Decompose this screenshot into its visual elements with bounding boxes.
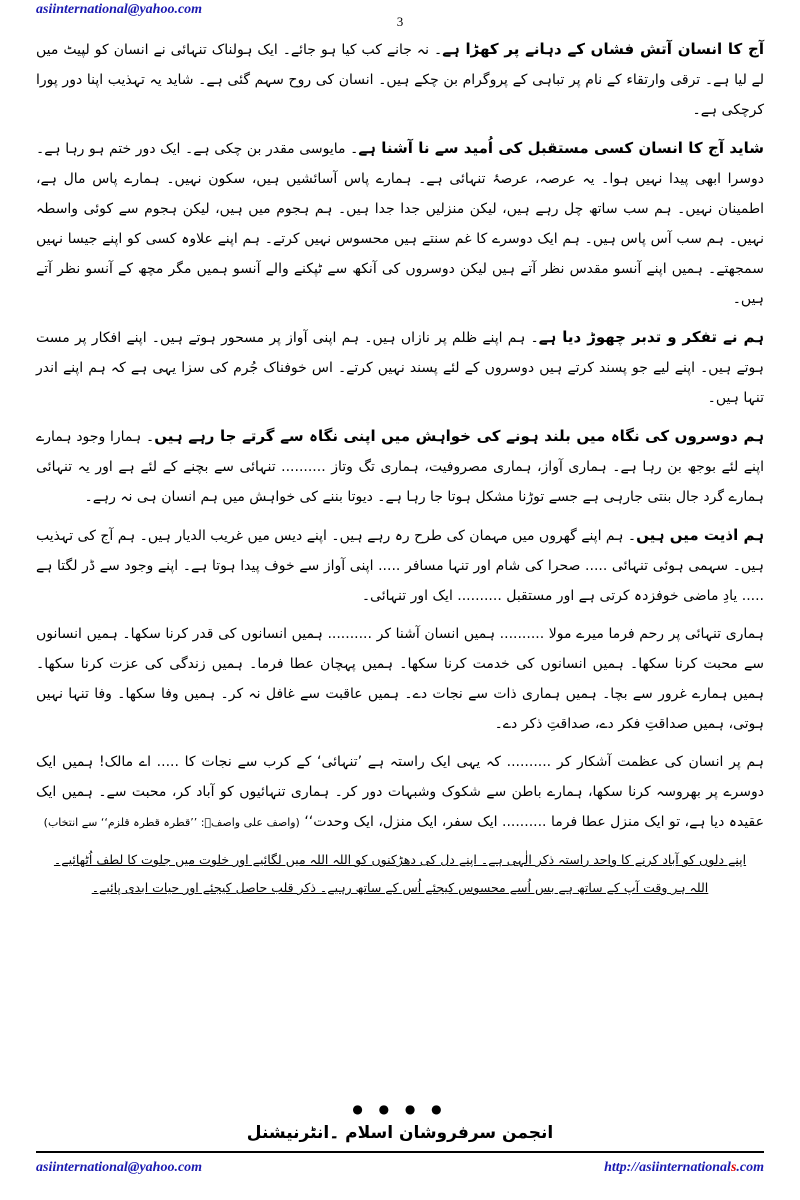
paragraph-6: ہماری تنہائی پر رحم فرما میرے مولا .......... ہمیں انسان آشنا کر .......... ہمیں انسانوں کی قدر کرنا سکھا۔ ہمیں انسانوں سے محبت کرنا سکھا۔ ہمیں انسانوں کی خدمت کرنا سکھا۔ ہمیں پہچان عطا فرما۔ ہمیں زندگی کی عزت کرنا سکھا۔ ہمیں ہمارے غرور سے بچا۔ ہمیں ہماری ذات سے نجات دے۔ ہمیں عاقبت سے غافل نہ کر۔ ہمیں وفا سکھا۔ وفا تنہا نہیں ہوتی، ہمیں صداقتِ فکر دے، صداقتِ ذکر دے۔ xyxy=(36,626,764,732)
footer-url-suffix: .com xyxy=(736,1160,764,1175)
paragraph-1-text: ۔ نہ جانے کب کیا ہو جائے۔ ایک ہولناک تنہائی نے انسان کو لپیٹ میں لے لیا ہے۔ ترقی وارتقاء کے نام پر تباہی کے پروگرام بن چکے ہیں۔ انسان کی روح سہم گئی ہے۔ شاید یہ تہذیب اپنا دور پورا کرچکی ہے۔ xyxy=(36,42,764,118)
paragraph-4 xyxy=(36,421,764,512)
paragraph-5-lead: ہم اذیت میں ہیں xyxy=(636,526,765,544)
closing-line-1: اپنے دلوں کو آباد کرنے کا واحد راستہ ذکر الٰہی ہے۔ اپنے دل کی دھڑکنوں کو اللہ اللہ میں لگائیے اور خلوت میں جلوت کا لطف اُٹھائیے۔ xyxy=(53,852,747,867)
footer-email[interactable]: asiinternational@yahoo.com xyxy=(36,1160,203,1175)
paragraph-1-lead: آج کا انسان آتش فشاں کے دہانے پر کھڑا ہے xyxy=(442,40,764,58)
paragraph-2 xyxy=(36,133,764,314)
article-body xyxy=(36,34,764,902)
header-email[interactable]: asiinternational@yahoo.com xyxy=(36,2,203,17)
paragraph-4-lead: ہم دوسروں کی نگاہ میں بلند ہونے کی خواہش میں اپنی نگاہ سے گرتے جا رہے ہیں xyxy=(154,427,764,445)
footer-url-prefix: http://asiinternational xyxy=(604,1160,731,1175)
paragraph-3-lead: ہم نے تفکر و تدبر چھوڑ دیا ہے xyxy=(538,328,765,346)
paragraph-7-text: ہم پر انسان کی عظمت آشکار کر .......... کہ یہی ایک راستہ ہے ’تنہائی‘ کے کرب سے نجات کا ..... اے مالک! ہمیں ایک دوسرے پر بھروسہ کرنا سکھا، ہمارے باطن سے شکوک وشبہات دور کر۔ ہماری تنہائیوں کو آباد کر، محبت سے۔ ہمیں ایک عقیدہ دیا ہے، تو ایک منزل عطا فرما .......... ایک سفر، ایک منزل، ایک وحدت‘‘ xyxy=(36,754,764,830)
divider-dots: ● ● ● ● xyxy=(352,1102,448,1116)
paragraph-5 xyxy=(36,520,764,611)
paragraph-5-text: ۔ ہم اپنے گھروں میں مہمان کی طرح رہ رہے ہیں۔ اپنے دیس میں غریب الدیار ہیں۔ ہم آج کی تہذیب ہیں۔ سہمی ہوئی تنہائی ..... صحرا کی شام اور تنہا مسافر ..... اپنی آواز سے خوف پیدا ہوتا ہے۔ اپنے وجود سے ڈر لگتا ہے ..... یادِ ماضی خوفزدہ کرتی ہے اور مستقبل .......... ایک اور تنہائی۔ xyxy=(36,528,764,604)
paragraph-1 xyxy=(36,34,764,125)
paragraph-7 xyxy=(36,747,764,838)
paragraph-3 xyxy=(36,322,764,413)
footer-rule xyxy=(36,1151,764,1153)
paragraph-3-text: ۔ ہم اپنے ظلم پر نازاں ہیں۔ ہم اپنی آواز پر مسحور ہوتے ہیں۔ اپنے افکار پر مست ہوتے ہیں۔ اپنے لیے جو پسند کرتے ہیں دوسروں کے لئے پسند نہیں کرتے۔ اس خوفناک جُرم کی سزا یہی ہے کہ ہم اپنے اندر تنہا ہیں۔ xyxy=(36,330,764,406)
page-number: 3 xyxy=(396,14,404,29)
paragraph-2-text: ۔ مایوسی مقدر بن چکی ہے۔ ایک دور ختم ہو رہا ہے۔ دوسرا ابھی پیدا نہیں ہوا۔ یہ عرصہ، عرصۂ تنہائی ہے۔ ہمارے پاس آسائشیں ہیں، سکون نہیں۔ ہمارے پاس مال ہے، اطمینان نہیں۔ ہم سب ساتھ چل رہے ہیں، لیکن منزلیں جدا جدا ہیں۔ ہم ہجوم میں ہیں، لیکن ہجوم سے کوئی واسطہ نہیں۔ ہم سب آس پاس ہیں۔ ہم ایک دوسرے کا غم سنتے ہیں محسوس نہیں کرتے۔ ہم اپنے علاوہ کسی کو اپنے جیسا نہیں سمجھتے۔ ہمیں اپنے آنسو مقدس نظر آتے ہیں لیکن دوسروں کی آنکھ سے ٹپکنے والے آنسو ہمیں مگر مچھ کے آنسو نظر آتے ہیں۔ xyxy=(36,141,764,307)
paragraph-4-text: ۔ ہمارا وجود ہمارے اپنے لئے بوجھ بن رہا ہے۔ ہماری آواز، ہماری مصروفیت، ہماری تگ وتاز .......... تنہائی سے بچنے کے لئے ہے اور یہ تنہائی ہمارے گرد جال بنتی جارہی ہے جسے توڑنا مشکل ہوتا جا رہا ہے۔ دیوتا بننے کی خواہش میں ہم انسان ہی نہ رہے۔ xyxy=(36,429,764,505)
footer-url[interactable] xyxy=(604,1160,764,1176)
paragraph-2-lead: شاید آج کا انسان کسی مستقبل کی اُمید سے نا آشنا ہے xyxy=(358,139,764,157)
organization-name: انجمن سرفروشان اسلام ۔انٹرنیشنل xyxy=(246,1123,554,1143)
closing-line-2: اللہ ہر وقت آپ کے ساتھ ہے بس اُسے محسوس کیجئے اُس کے ساتھ رہیے۔ ذکر قلب حاصل کیجئے اور حیات ابدی پائیے۔ xyxy=(91,880,709,895)
citation: (واصف علی واصفؒ: ’’قطرہ قطرہ قلزم‘‘ سے انتخاب) xyxy=(43,816,300,829)
footer-url-s: s xyxy=(730,1160,737,1175)
